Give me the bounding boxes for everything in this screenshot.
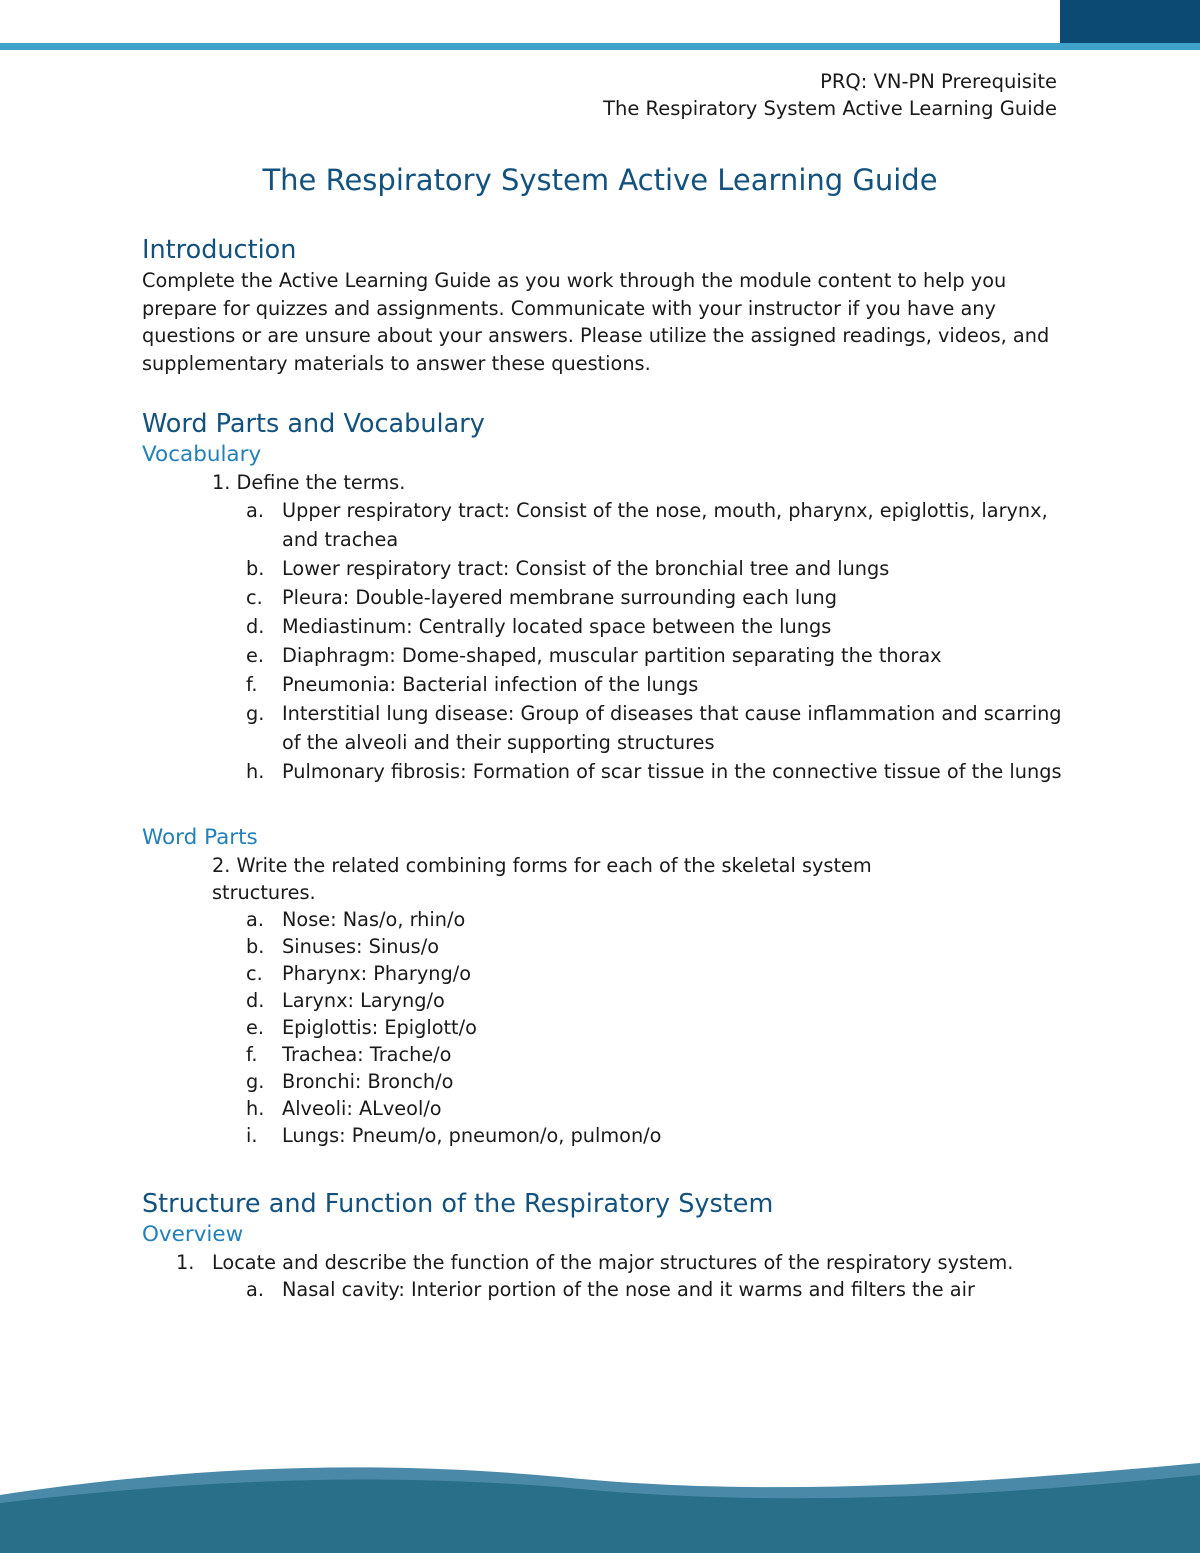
list-item: a. Upper respiratory tract: Consist of the nose, mouth, pharynx, epiglottis, larynx, and trachea (246, 499, 1048, 551)
overview-question: 1. Locate and describe the function of the major structures of the respiratory system. (176, 1251, 1014, 1274)
list-item: i. Lungs: Pneum/o, pneumon/o, pulmon/o (246, 1124, 662, 1147)
list-item: e. Diaphragm: Dome-shaped, muscular partition separating the thorax (246, 644, 942, 667)
header-doc-title: The Respiratory System Active Learning Guide (603, 97, 1057, 120)
list-item: h. Alveoli: ALveol/o (246, 1097, 442, 1120)
header-course: PRQ: VN-PN Prerequisite (820, 70, 1057, 93)
document-body (142, 233, 1067, 1303)
overview-heading: Overview (142, 1222, 244, 1247)
vocabulary-question: 1. Define the terms. (212, 471, 406, 494)
vocabulary-heading: Vocabulary (142, 442, 262, 467)
footer-wave (0, 1455, 1200, 1553)
list-item: d. Mediastinum: Centrally located space between the lungs (246, 615, 832, 638)
list-item: c. Pleura: Double-layered membrane surrounding each lung (246, 586, 837, 609)
list-item: g. Bronchi: Bronch/o (246, 1070, 454, 1093)
word-parts-heading: Word Parts (142, 825, 258, 850)
list-item: b. Lower respiratory tract: Consist of the bronchial tree and lungs (246, 557, 890, 580)
section-structure-function-heading: Structure and Function of the Respiratory System (142, 1189, 774, 1219)
page-title: The Respiratory System Active Learning Guide (262, 163, 938, 197)
word-parts-list (142, 906, 1067, 1149)
top-accent-rule (0, 43, 1200, 50)
page-header (603, 68, 1057, 122)
overview-question-list (142, 1249, 1067, 1303)
top-accent-block (1060, 0, 1200, 43)
word-parts-question: 2. Write the related combining forms for each of the skeletal system structures. (212, 854, 872, 904)
list-item: a. Nasal cavity: Interior portion of the nose and it warms and filters the air (246, 1278, 975, 1301)
vocabulary-list (142, 496, 1067, 786)
list-item: h. Pulmonary fibrosis: Formation of scar tissue in the connective tissue of the lungs (246, 760, 1062, 783)
list-item: c. Pharynx: Pharyng/o (246, 962, 472, 985)
list-item: b. Sinuses: Sinus/o (246, 935, 439, 958)
list-item: f. Trachea: Trache/o (246, 1043, 452, 1066)
section-word-parts-heading: Word Parts and Vocabulary (142, 409, 485, 439)
list-item: f. Pneumonia: Bacterial infection of the lungs (246, 673, 699, 696)
list-item: g. Interstitial lung disease: Group of diseases that cause inflammation and scarring of the alveoli and their supporting structures (246, 702, 1062, 754)
list-item: a. Nose: Nas/o, rhin/o (246, 908, 466, 931)
list-item: e. Epiglottis: Epiglott/o (246, 1016, 477, 1039)
list-item: d. Larynx: Laryng/o (246, 989, 445, 1012)
intro-heading: Introduction (142, 235, 297, 265)
intro-paragraph: Complete the Active Learning Guide as you work through the module content to help you prepare for quizzes and assignments. Communicate with your instructor if you have any questions or are unsure about your answers. Please utilize the assigned readings, videos, and supplementary materials to answer these questions. (142, 269, 1050, 375)
